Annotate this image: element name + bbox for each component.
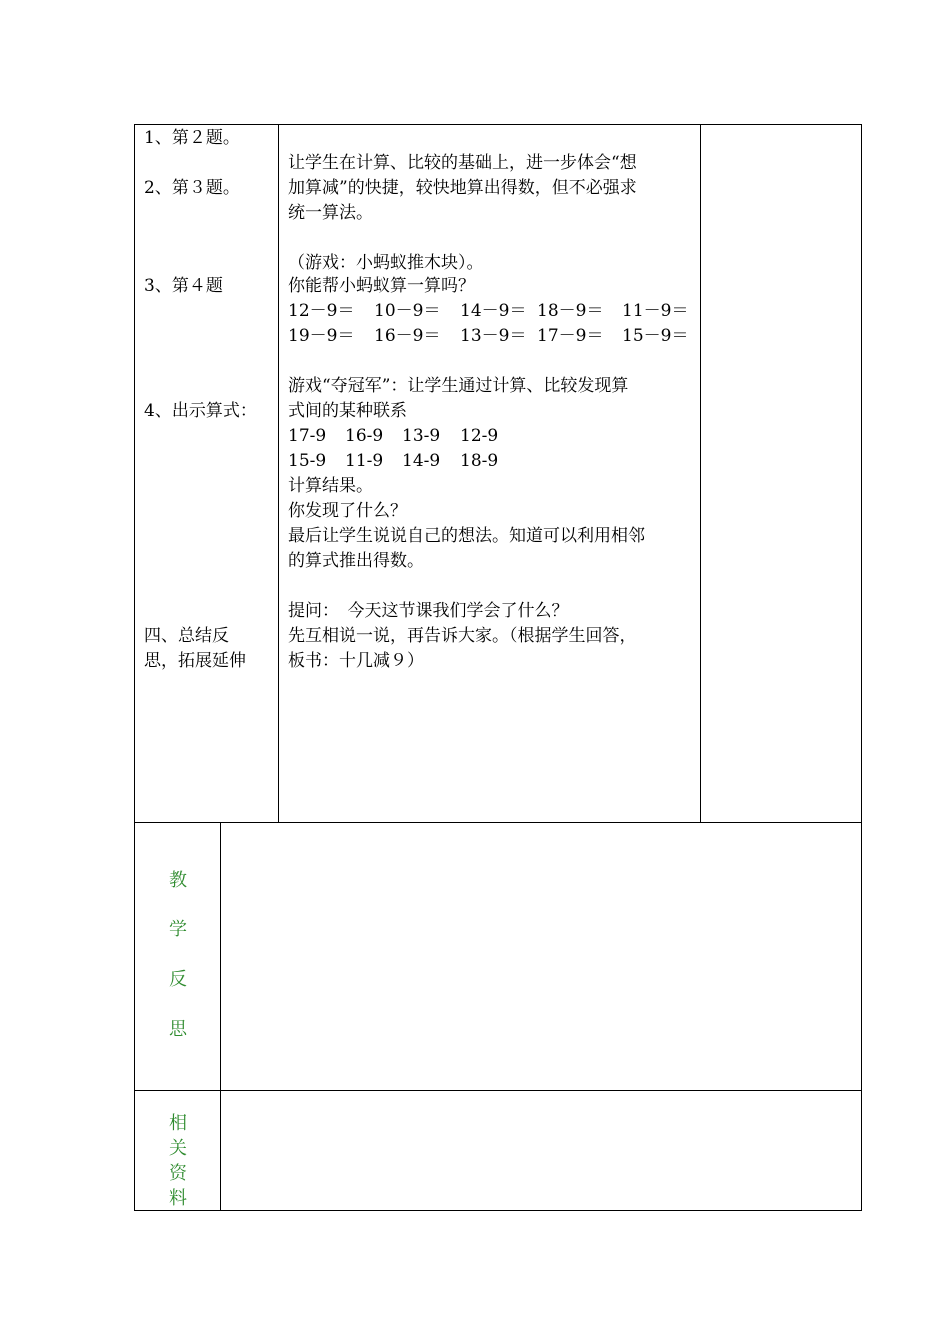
expression: 18-9 [460, 451, 499, 471]
equation: 18－9＝ [537, 301, 604, 321]
final-text-line2: 的算式推出得数。 [288, 551, 424, 571]
table-bottom-border [134, 1210, 862, 1211]
equation: 14－9＝ [460, 301, 527, 321]
goal-text-line2: 加算减”的快捷，较快地算出得数，但不必强求 [288, 178, 637, 198]
game-2-text-line2: 式间的某种联系 [288, 401, 407, 421]
summary-answer-line2: 板书：十几减９） [288, 651, 424, 671]
reflection-label-char: 思 [169, 1019, 187, 1040]
equation: 11－9＝ [622, 301, 689, 321]
step-3-label: 3、第４题 [144, 276, 223, 296]
equation: 19－9＝ [288, 326, 355, 346]
section-4-title-line1: 四、总结反 [144, 626, 229, 646]
calc-result-text: 计算结果。 [288, 476, 373, 496]
label-column-divider [220, 822, 221, 1211]
materials-label-char: 料 [169, 1188, 187, 1209]
equation: 15－9＝ [622, 326, 689, 346]
reflection-label-char: 教 [169, 870, 187, 891]
game-2-text-line1: 游戏“夺冠军”：让学生通过计算、比较发现算 [288, 376, 629, 396]
goal-text-line3: 统一算法。 [288, 203, 373, 223]
expression: 16-9 [345, 426, 384, 446]
step-4-label: 4、出示算式： [144, 401, 257, 421]
expression: 11-9 [345, 451, 384, 471]
table-left-border [134, 124, 135, 1211]
reflection-label-char: 学 [169, 919, 187, 940]
summary-question: 提问： 今天这节课我们学会了什么？ [288, 601, 569, 621]
equation: 16－9＝ [374, 326, 441, 346]
equation: 17－9＝ [537, 326, 604, 346]
expression: 17-9 [288, 426, 327, 446]
equation: 13－9＝ [460, 326, 527, 346]
reflection-label-char: 反 [169, 969, 187, 990]
section-4-title-line2: 思，拓展延伸 [144, 651, 246, 671]
expression: 14-9 [402, 451, 441, 471]
step-1-label: 1、第２题。 [144, 128, 240, 148]
game-1-prompt: 你能帮小蚂蚁算一算吗？ [288, 276, 475, 296]
step-2-label: 2、第３题。 [144, 178, 240, 198]
expression: 13-9 [402, 426, 441, 446]
row-divider-1 [134, 822, 862, 823]
table-right-border [861, 124, 862, 1211]
discover-question: 你发现了什么？ [288, 501, 407, 521]
row-divider-2 [134, 1090, 862, 1091]
game-1-title: （游戏：小蚂蚁推木块）。 [288, 253, 484, 273]
materials-label-char: 相 [169, 1113, 187, 1134]
equation: 12－9＝ [288, 301, 355, 321]
summary-answer-line1: 先互相说一说，再告诉大家。（根据学生回答， [288, 626, 637, 646]
table-top-border [134, 124, 862, 125]
materials-label-char: 资 [169, 1163, 187, 1184]
expression: 12-9 [460, 426, 499, 446]
goal-text-line1: 让学生在计算、比较的基础上，进一步体会“想 [288, 153, 637, 173]
expression: 15-9 [288, 451, 327, 471]
final-text-line1: 最后让学生说说自己的想法。知道可以利用相邻 [288, 526, 645, 546]
equation: 10－9＝ [374, 301, 441, 321]
column-divider-1 [278, 124, 279, 823]
column-divider-2 [700, 124, 701, 823]
materials-label-char: 关 [169, 1138, 187, 1159]
